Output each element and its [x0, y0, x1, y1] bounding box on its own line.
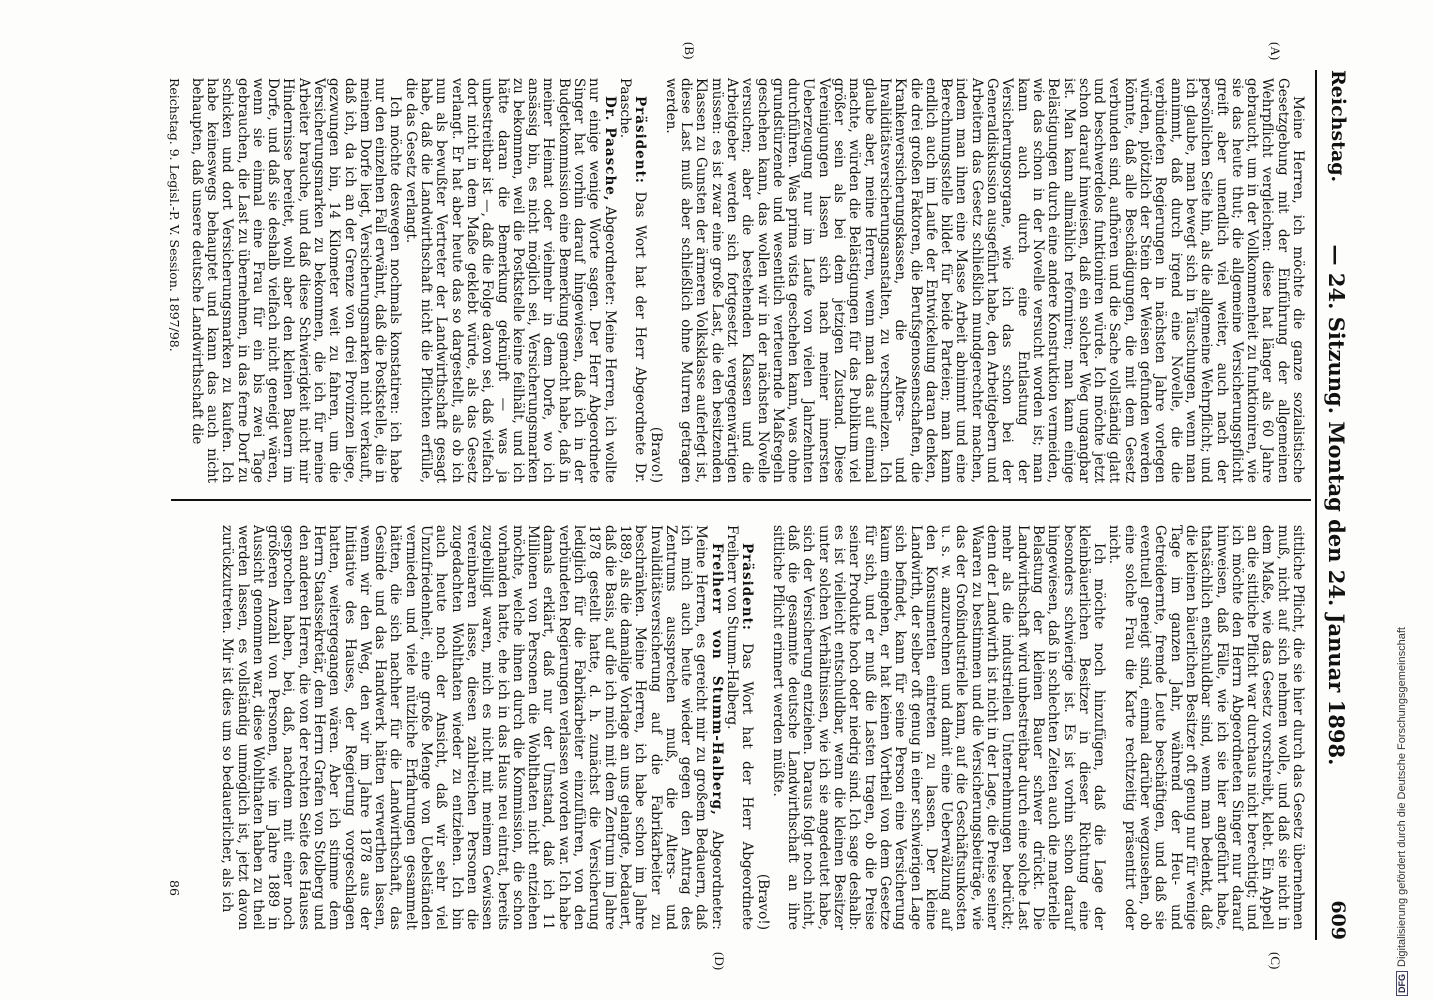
speech-paasche — [402, 78, 616, 483]
margin-marker-d: (D) — [712, 952, 727, 971]
page-number: 609 — [1327, 900, 1349, 940]
credit-text: Digitalisierung gefördert durch die Deutsche Forschungsgemeinschaft — [1396, 627, 1408, 967]
speech-stumm — [219, 525, 724, 930]
rotated-page — [67, 20, 1367, 980]
left-column — [188, 78, 1305, 483]
paragraph: Ich möchte deswegen nochmals konstatiren: ich habe nur den einzelnen Fall erwähnt, daß die Postkstelle, die in meinem Dorfe liegt, Versicherungsmarken nicht verkauft, daß ich, da ich an der Grenze von drei Provinzen liege, gezwungen bin, 14 Kilometer weit zu fahren, um die Versicherungsmarken zu bekommen, die ich für meine Arbeiter brauche, und daß diese Schwierigkeit nicht mir Hindernisse bereitet, wohl aber den kleinen Bauern im Dorfe, und daß sie deshalb vielfach nicht geneigt wären, wenn sie einmal eine Frau für ein bis zwei Tage gebrauchen, die Last zu übernehmen, in das ferne Dorf zu schicken und dort Versicherungsmarken zu kaufen. Ich habe keineswegs behauptet und kann das auch nicht behaupten, daß unsere deutsche Landwirthschaft die — [188, 78, 404, 483]
paragraph: sittliche Pflicht, die sie hier durch das Gesetz übernehmen muß, nicht auf sich nehmen wolle, und daß sie nicht in dem Maße, wie das Gesetz vorschreibt, klebt. Ein Appell an die sittliche Pflicht war durchaus nicht berechtigt; und ich möchte den Herrn Abgeordneten Singer nur darauf hinweisen, daß Fälle, wie ich sie hier angeführt habe, thatsächlich entschuldbar sind, wenn man bedenkt, daß die kleinen bäuerlichen Besitzer oft genug nur für wenige Tage im ganzen Jahr, während der Heu- und Getreideernte, fremde Leute beschäftigen, und daß sie eventuell geneigt sind, einmal darüber wegzusehen, ob eine solche Frau die Karte rechtzeitig präsentirt oder nicht. — [1106, 525, 1306, 930]
footer-sheet-number: 86 — [167, 880, 182, 896]
header-rule — [1315, 70, 1317, 940]
digitization-credit — [1396, 196, 1408, 996]
speaker-name: Präsident: — [739, 543, 756, 631]
right-column — [219, 525, 1305, 930]
page-header — [1319, 70, 1353, 940]
president-statement — [617, 78, 648, 483]
paragraph: Meine Herren, ich möchte die ganze sozialistische Gesetzgebung mit der Einführung der allgemeinen Wehrpflicht vergleichen: diese hat länger als 60 Jahre gebraucht, um in der Vollkommenheit zu funktioniren, wie sie das heute thut; die allgemeine Versicherungspflicht greift aber unendlich viel weiter, auch nach der persönlichen Seite hin, als die allgemeine Wehrpflicht; und ich glaube, man bewegt sich in Täuschungen, wenn man annimmt, daß durch irgend eine Novelle, die die verbündeten Regierungen in nächsten Jahre vorlegen würden, plötzlich der Stein der Weisen gefunden werden könnte, daß alle Beschädigungen, die mit dem Gesetz verbunden sind, aufhören und die Sache vollständig glatt und beschwerdelos funktioniren würde. Ich möchte jetzt schon darauf hinweisen, daß ein solcher Weg ungangbar ist. Man kann allmählich reformiren; man kann einige Belästigungen durch eine andere Konstruktion vermeiden, wie das schon in der Novelle versucht worden ist; man kann auch durch eine Entlastung der Versicherungsorgane, wie ich das schon bei der Generaldiskussion ausgeführt habe, den Arbeitgebern und Arbeitern das Gesetz schließlich mundgerechter machen, indem man ihnen eine Masse Arbeit abnimmt und eine Berechnungsstelle bildet für beide Parteien; man kann endlich auch im Laufe der Entwickelung daran denken, die drei großen Faktoren, die Berufsgenossenschaften, die Krankenversicherungskassen, die Alters- und Invaliditätsversicherungsanstalten, zu verschmelzen. Ich glaube aber, meine Herren, wenn man das auf einmal machte, würden die Belästigungen für das Publikum viel größer sein als bei dem jetzigen Zustand. Diese Vereinigungen lassen sich nach meiner innersten Ueberzeugung nur im Laufe von vielen Jahrzehnten durchführen. Was prima vista geschehen kann, was ohne grundstürzende und wesentlich verteuernde Maßregeln geschehen kann, das wollen wir in der nächsten Novelle versuchen; aber die bestehenden Klassen und die Arbeitgeber werden sich fortgesetzt vergegenwärtigen müssen: es ist zwar eine große Last, die den besitzenden Klassen zu Gunsten der ärmeren Volksklasse auferlegt ist, diese Last muß aber schließlich ohne Murren getragen werden. — [662, 78, 1306, 483]
paragraph: Ich möchte noch hinzufügen, daß die Lage der kleinbäuerlichen Besitzer in dieser Richtung eine besonders schwierige ist. Es ist vorhin schon darauf hingewiesen, daß in schlechten Zeiten auch die materielle Belastung der kleinen Bauer schwer drückt. Die Landwirthschaft wird unbestreitbar durch eine solche Last mehr als die industriellen Unternehmungen bedrückt; denn der Landwirth ist nicht in der Lage, die Preise seiner Waaren zu bestimmen und die Versicherungsbeiträge, wie das der Großindustrielle kann, auf die Geschäftsunkosten u. s. w. anzurechnen und damit eine Ueberwälzung auf den Konsumenten eintreten zu lassen. Der kleine Landwirth, der selber oft genug in einer schwierigen Lage sich befindet, kann für seine Person eine Versicherung kaum eingehen, er hat keinen Vortheil von dem Gesetze für sich, und er muß die Lasten tragen, ob die Preise seiner Produkte hoch oder niedrig sind. Ich sage deshalb: es ist vielleicht entschuldbar, wenn die kleinen Besitzer unter solchen Verhältnissen, wie ich sie angedeutet habe, sich der Versicherung entziehen. Daraus folgt noch nicht, daß die gesammte deutsche Landwirthschaft an ihre sittliche Pflicht erinnert werden müßte. — [769, 525, 1108, 930]
header-title: — 24. Sitzung. Montag den 24. Januar 1898. — [1324, 244, 1349, 766]
footer-citation: Reichstag. 9. Legisl.-P. V. Session. 1897/98. — [167, 78, 182, 352]
bravo-interjection: (Bravo!) — [754, 873, 771, 930]
speech-text: Abgeordneter: Meine Herren, ich wollte nur einige wenige Worte sagen. Der Herr Abgeordnete Singer hat vorhin darauf hingewiesen, daß ich in der Budgetkommission eine Bemerkung gemacht habe, daß in meiner Heimat oder vielmehr in dem Dorfe, wo ich ansässig bin, es nicht möglich sei, Versicherungsmarken zu bekommen, weil die Postkstelle keine feilhält, und ich hätte daran die Bemerkung geknüpft — was ja unbestreitbar ist —, daß die Folge davon sei, daß vielfach dort nicht in dem Maße geklebt würde, als das Gesetz verlangt. Er hat aber heute das so dargestellt, als ob ich nun als bewußter Vertreter der Landwirthschaft gesagt habe, daß die Landwirthschaft nicht die Pflichten erfülle, die das Gesetz verlangt. — [402, 78, 618, 483]
margin-marker-b: (B) — [682, 42, 697, 60]
margin-marker-a: (A) — [1268, 42, 1283, 61]
speaker-name: Dr. Paasche, — [601, 96, 618, 202]
speech-text: Abgeordneter: Meine Herren, es gereicht mir zu großem Bedauern, daß ich mich auch heute wieder gegen den Antrag des Zentrums aussprechen muß, die Alters- und Invaliditätsversicherung auf die Fabrikarbeiter zu beschränken. Meine Herren, ich habe schon im Jahre 1889, als die damalige Vorlage an uns gelangte, bedauert, daß die Basis, auf die ich mich mit dem Zentrum im Jahre 1878 gestellt hatte, d. h. zunächst die Versicherung lediglich für die Fabrikarbeiter einzuführen, von den verbündeten Regierungen verlassen worden war. Ich habe damals erklärt, daß nur der Umstand, daß ich 11 Millionen von Personen die Wohlthaten nicht entziehen möchte, welche ihnen durch die Kommission, die schon vorhanden hatte, ehe ich in das Haus neu eintrat, bereits zugebilligt waren, mich es nicht mit meinem Gewissen vereinbaren lasse, diesen zahlreichen Personen die zugedachten Wohlthaten wieder zu entziehen. Ich bin auch heute noch der Ansicht, daß wir sehr viel Unzufriedenheit, eine große Menge von Uebelständen vermieden und viele nützliche Erfahrungen gesammelt hätten, die sich nachher für die Landwirthschaft, das Gesinde und das Handwerk hätten verwerthen lassen, wenn wir den Weg, den wir im Jahre 1878 aus der Initiative des Hauses, der Regierung vorgeschlagen hatten, weitergegangen wären. Aber ich stimme dem Herrn Staatssekretär, dem Herrn Grafen von Stolberg und den anderen Herren, die von der rechten Seite des Hauses gesprochen haben, bei, daß, nachdem mit einer noch größeren Anzahl von Personen, wie im Jahre 1889 in Aussicht genommen war, diese Wohlthaten haben zu theil werden lassen, es vollständig unmöglich ist, jetzt davon zurückzutreten. Mir ist dies um so bedauerlicher, als ich — [219, 525, 725, 930]
column-divider — [171, 499, 1311, 501]
header-left: Reichstag. — [1327, 70, 1349, 183]
dfg-logo: DFG — [1396, 971, 1408, 996]
statement-text: Das Wort hat der Herr Abgeordnete Dr. Paasche. — [616, 78, 649, 483]
statement-text: Das Wort hat der Herr Abgeordnete Freiherr von Stumm-Halberg. — [724, 525, 756, 930]
president-statement — [724, 525, 755, 930]
speaker-name: Freiherr von Stumm-Halberg, — [708, 543, 725, 816]
bravo-interjection: (Bravo!) — [647, 426, 664, 483]
speaker-name: Präsident: — [632, 96, 649, 184]
margin-marker-c: (C) — [1268, 952, 1283, 970]
